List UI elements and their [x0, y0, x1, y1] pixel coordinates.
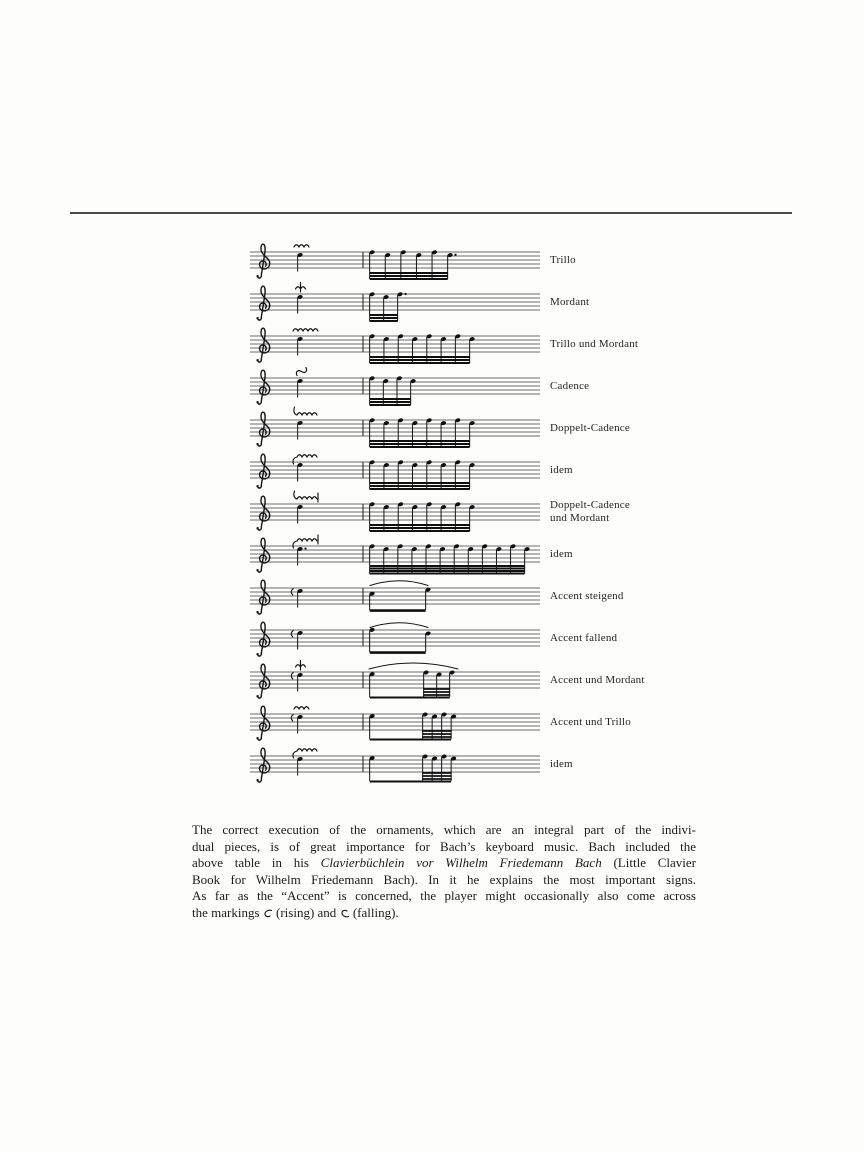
- ornament-label: Trillo: [550, 253, 576, 266]
- ornament-row-6: [250, 448, 810, 492]
- slur: [369, 663, 458, 669]
- ornament-row-1: [250, 238, 810, 282]
- ornament-label: Trillo und Mordant: [550, 337, 639, 350]
- treble-clef-icon: [258, 706, 270, 740]
- ornament-row-4: [250, 364, 810, 408]
- ornament-row-9: [250, 574, 810, 618]
- paragraph-line: above table in his Clavierbüchlein vor Wilhelm Friedemann Bach (Little Clavier: [192, 855, 696, 871]
- treble-clef-icon: [258, 538, 270, 572]
- paragraph-line: The correct execution of the ornaments, which are an integral part of the indivi-: [192, 822, 696, 837]
- ornament-row-2: [250, 280, 810, 324]
- ornament-label: Accent fallend: [550, 631, 618, 644]
- ornament-row-13: [250, 742, 810, 786]
- ornament-row-11: [250, 658, 810, 702]
- staff-notation: [250, 532, 550, 576]
- treble-clef-icon: [258, 412, 270, 446]
- ornament-label: Doppelt-Cadence: [550, 421, 630, 434]
- staff-notation: [250, 238, 550, 282]
- staff-notation: [250, 658, 550, 702]
- staff-notation: [250, 742, 550, 786]
- ornament-label: Accent und Mordant: [550, 673, 645, 686]
- ornament-label: idem: [550, 463, 573, 476]
- paragraph-line: As far as the “Accent” is concerned, the player might occasionally also come across: [192, 888, 696, 904]
- staff-notation: [250, 490, 550, 534]
- treble-clef-icon: [258, 328, 270, 362]
- ornament-row-8: [250, 532, 810, 576]
- slur: [370, 581, 428, 586]
- staff-notation: [250, 280, 550, 324]
- staff-notation: [250, 616, 550, 660]
- ornament-row-7: [250, 490, 810, 534]
- paragraph-line: dual pieces, is of great importance for Bach’s keyboard music. Bach included the: [192, 838, 696, 854]
- treble-clef-icon: [258, 748, 270, 782]
- treble-clef-icon: [258, 664, 270, 698]
- ornament-row-12: [250, 700, 810, 744]
- treble-clef-icon: [258, 622, 270, 656]
- ornament-label: Accent und Trillo: [550, 715, 632, 728]
- caption-paragraph: [192, 822, 696, 922]
- horizontal-rule: [70, 212, 792, 214]
- treble-clef-icon: [258, 454, 270, 488]
- ornament-label: Doppelt-Cadence und Mordant: [550, 499, 630, 524]
- ornament-label: idem: [550, 757, 573, 770]
- ornament-label: Cadence: [550, 379, 590, 392]
- staff-notation: [250, 406, 550, 450]
- treble-clef-icon: [258, 370, 270, 404]
- treble-clef-icon: [258, 580, 270, 614]
- ornament-row-10: [250, 616, 810, 660]
- treble-clef-icon: [258, 286, 270, 320]
- staff-notation: [250, 448, 550, 492]
- rising-accent-symbol-icon: [263, 909, 273, 918]
- ornament-row-5: [250, 406, 810, 450]
- slur: [370, 623, 428, 628]
- staff-notation: [250, 364, 550, 408]
- staff-notation: [250, 700, 550, 744]
- staff-notation: [250, 574, 550, 618]
- falling-accent-symbol-icon: [340, 909, 350, 918]
- staff-notation: [250, 322, 550, 366]
- ornament-row-3: [250, 322, 810, 366]
- treble-clef-icon: [258, 244, 270, 278]
- treble-clef-icon: [258, 496, 270, 530]
- paragraph-line: Book for Wilhelm Friedemann Bach). In it he explains the most important signs.: [192, 871, 696, 887]
- ornament-label: Mordant: [550, 295, 590, 308]
- paragraph-line: the markings (rising) and (falling).: [192, 904, 399, 920]
- ornament-label: idem: [550, 547, 573, 560]
- ornament-label: Accent steigend: [550, 589, 624, 602]
